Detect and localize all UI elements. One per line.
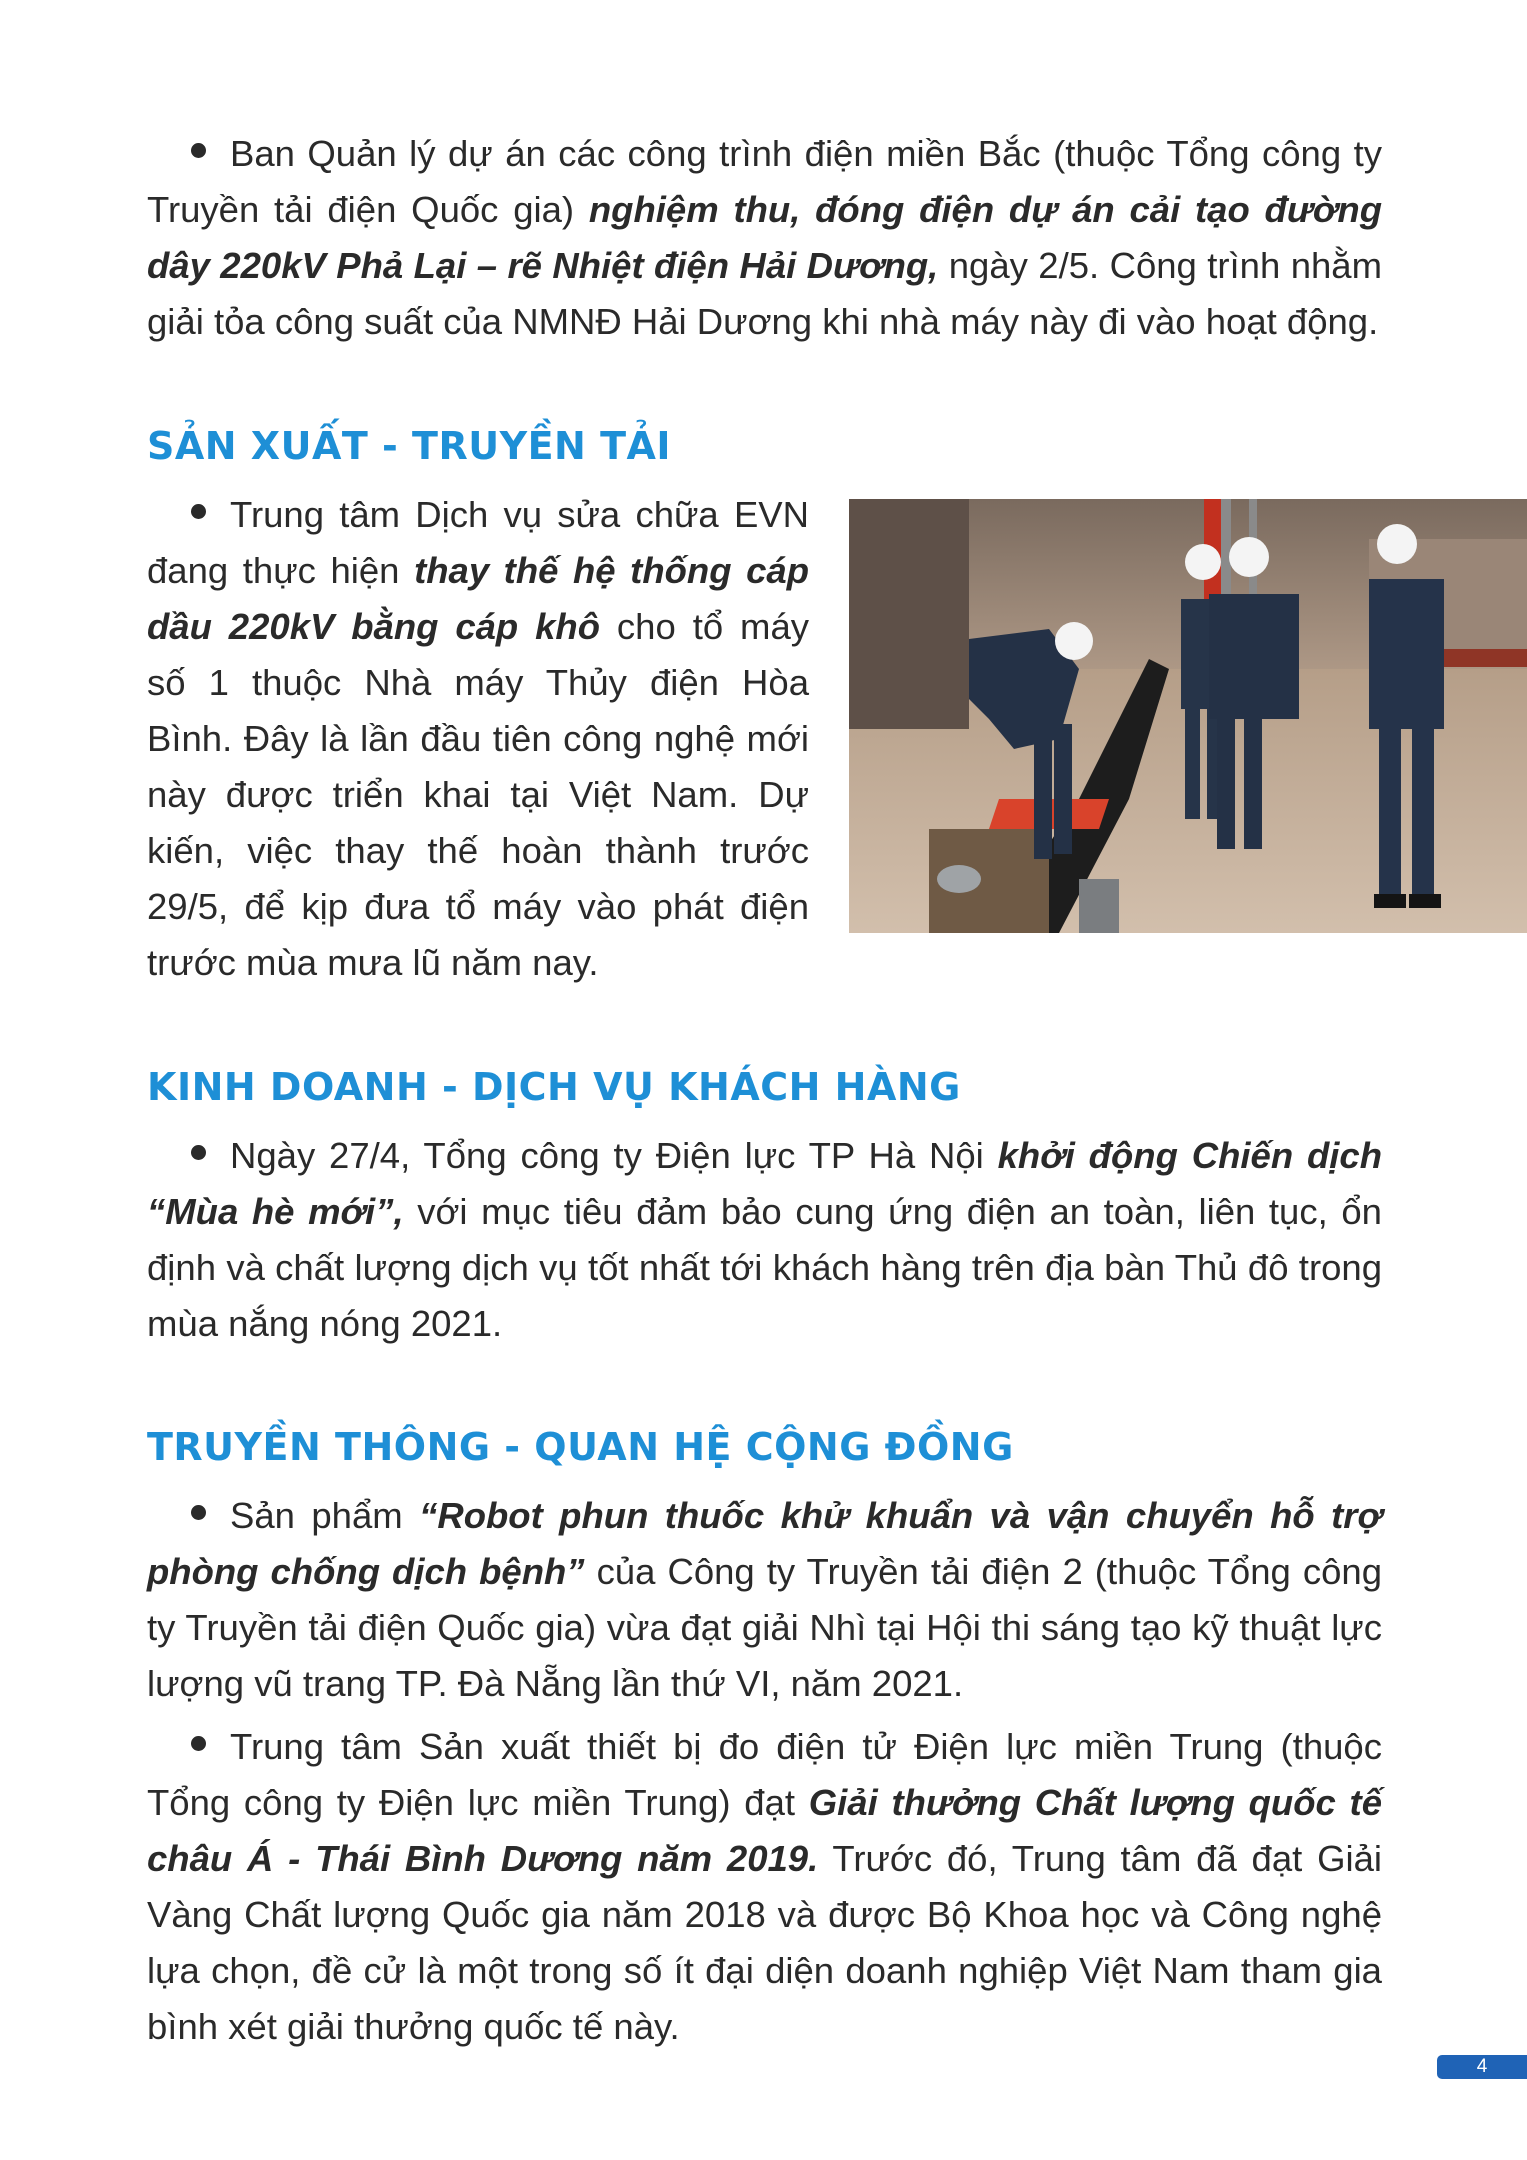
paragraph-summer-campaign: Ngày 27/4, Tổng công ty Điện lực TP Hà Nội khởi động Chiến dịch “Mùa hè mới”, với mục tiêu đảm bảo cung ứng điện an toàn, liên tục, ổn định và chất lượng dịch vụ tốt nhất tới khách hàng trên địa bàn Thủ đô trong mùa nắng nóng 2021. <box>147 1135 1382 1344</box>
section-heading-communication: TRUYỀN THÔNG - QUAN HỆ CỘNG ĐỒNG <box>147 1425 1014 1469</box>
paragraph-quality-award: Trung tâm Sản xuất thiết bị đo điện tử Điện lực miền Trung (thuộc Tổng công ty Điện lực miền Trung) đạt Giải thưởng Chất lượng quốc tế châu Á - Thái Bình Dương năm 2019. Trước đó, Trung tâm đã đạt Giải Vàng Chất lượng Quốc gia năm 2018 và được Bộ Khoa học và Công nghệ lựa chọn, đề cử là một trong số ít đại diện doanh nghiệp Việt Nam tham gia bình xét giải thưởng quốc tế này. <box>147 1726 1382 2047</box>
paragraph-cable-replacement: Trung tâm Dịch vụ sửa chữa EVN đang thực hiện thay thế hệ thống cáp dầu 220kV bằng cáp khô cho tổ máy số 1 thuộc Nhà máy Thủy điện Hòa Bình. Đây là lần đầu tiên công nghệ mới này được triển khai tại Việt Nam. Dự kiến, việc thay thế hoàn thành trước 29/5, để kịp đưa tổ máy vào phát điện trước mùa mưa lũ năm nay. <box>147 494 809 983</box>
bullet-icon <box>191 1736 206 1751</box>
bullet-icon <box>191 1505 206 1520</box>
section-heading-business: KINH DOANH - DỊCH VỤ KHÁCH HÀNG <box>147 1065 961 1109</box>
page-number: 4 <box>1476 2056 1488 2077</box>
bullet-icon <box>191 1145 206 1160</box>
section-heading-production: SẢN XUẤT - TRUYỀN TẢI <box>147 424 672 468</box>
workers-cable-photo <box>849 499 1527 933</box>
paragraph-cable-inspection: Ban Quản lý dự án các công trình điện miền Bắc (thuộc Tổng công ty Truyền tải điện Quốc gia) nghiệm thu, đóng điện dự án cải tạo đường dây 220kV Phả Lại – rẽ Nhiệt điện Hải Dương, ngày 2/5. Công trình nhằm giải tỏa công suất của NMNĐ Hải Dương khi nhà máy này đi vào hoạt động. <box>147 133 1382 342</box>
paragraph-robot-award: Sản phẩm “Robot phun thuốc khử khuẩn và vận chuyển hỗ trợ phòng chống dịch bệnh” của Công ty Truyền tải điện 2 (thuộc Tổng công ty Truyền tải điện Quốc gia) vừa đạt giải Nhì tại Hội thi sáng tạo kỹ thuật lực lượng vũ trang TP. Đà Nẵng lần thứ VI, năm 2021. <box>147 1495 1382 1704</box>
bullet-icon <box>191 143 206 158</box>
bullet-icon <box>191 504 206 519</box>
